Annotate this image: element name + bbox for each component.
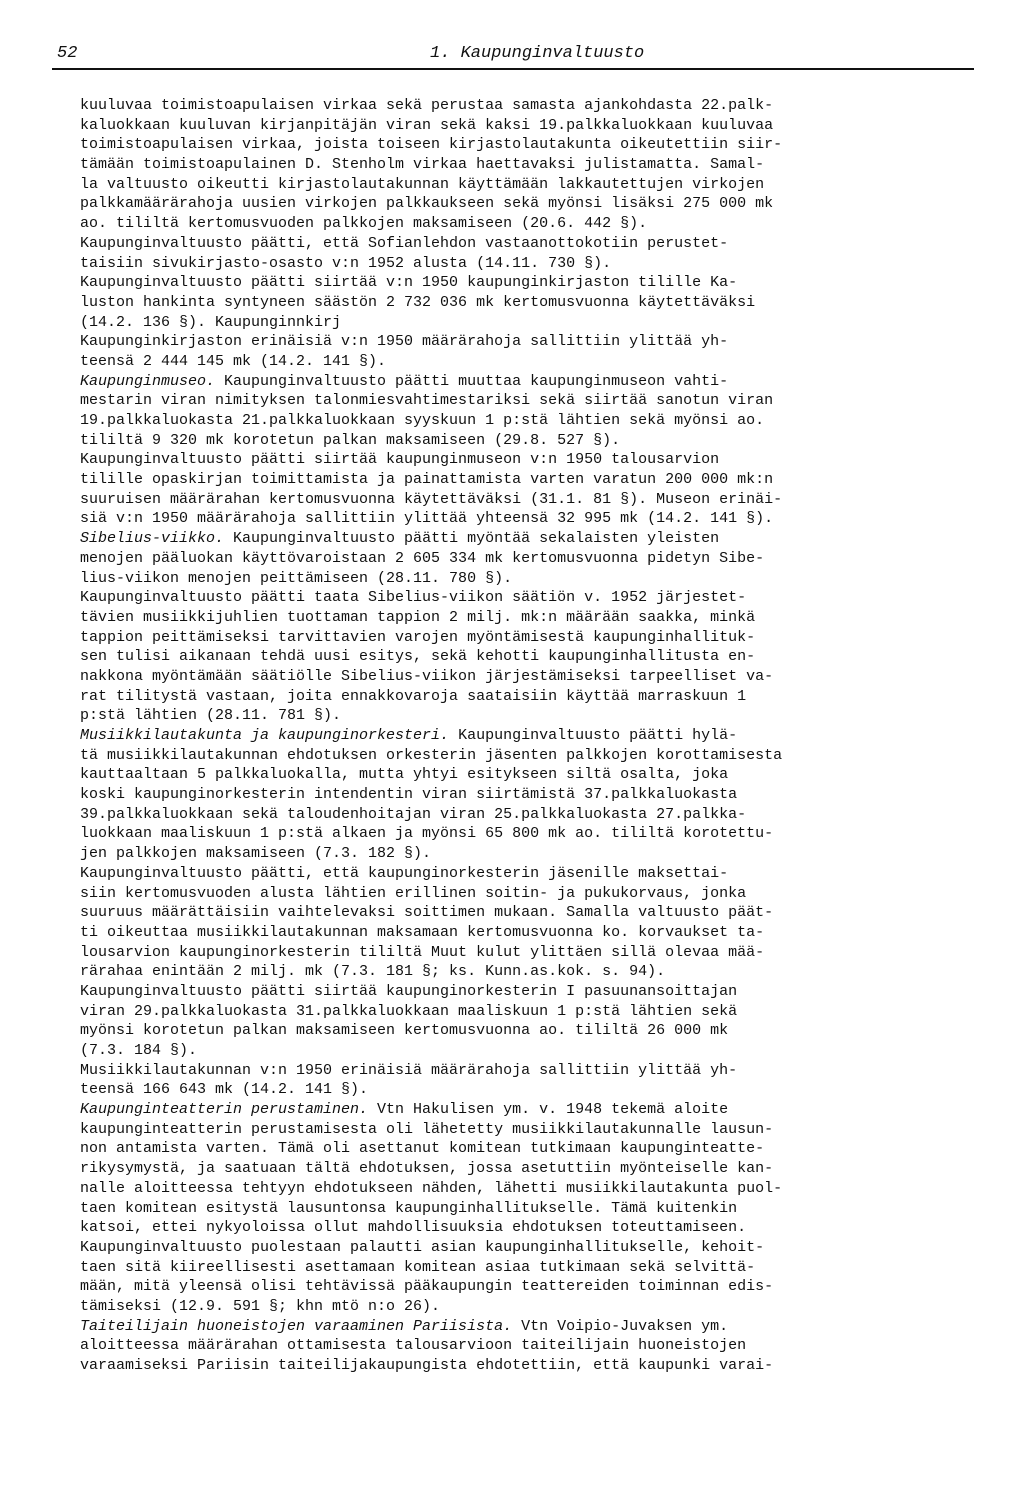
text-segment: Kaupunginkirjaston erinäisiä v:n 1950 määrärahoja sallittiin ylittää yh-	[80, 333, 729, 351]
text-segment: Kaupunginvaltuusto päätti, että Sofianlehdon vastaanottokotiin perustet-	[80, 234, 729, 252]
running-title: 1. Kaupunginvaltuusto	[430, 44, 645, 63]
text-segment: varaamiseksi Pariisin taiteilijakaupungista ehdotettiin, että kaupunki varai-	[80, 1357, 774, 1374]
text-line	[80, 1041, 930, 1061]
text-line	[80, 1002, 930, 1022]
text-segment: taen komitean esitystä lausuntonsa kaupunginhallitukselle. Tämä kuitenkin	[80, 1199, 738, 1217]
text-segment: luston hankinta syntyneen säästön 2 732 036 mk kertomusvuonna käytettäväksi	[80, 293, 756, 311]
text-segment: rat tilitystä vastaan, joita ennakkovaroja saataisiin käyttää marraskuun 1	[80, 687, 747, 705]
text-segment: ti oikeuttaa musiikkilautakunnan maksamaan kertomusvuonna ko. korvaukset ta-	[80, 923, 765, 941]
text-segment: p:stä lähtien (28.11. 781 §).	[80, 707, 342, 725]
text-segment: viran 29.palkkaluokasta 31.palkkaluokkaan maaliskuun 1 p:stä lähtien sekä	[80, 1002, 738, 1020]
page-header	[52, 40, 974, 70]
text-segment: ao. tililtä kertomusvuoden palkkojen maksamiseen (20.6. 442 §).	[80, 215, 648, 233]
section-heading: Kaupunginmuseo.	[80, 372, 216, 390]
text-segment: katsoi, ettei nykyoloissa ollut mahdollisuuksia ehdotuksen toteuttamiseen.	[80, 1219, 747, 1237]
section-heading: Taiteilijain huoneistojen varaaminen Pariisista.	[80, 1317, 513, 1335]
text-line	[80, 1139, 930, 1159]
header-rule	[52, 68, 974, 70]
text-line	[80, 1021, 930, 1041]
text-segment: toimistoapulaisen virkaa, joista toiseen kirjastolautakunta oikeutettiin siir-	[80, 136, 783, 154]
text-segment: jen palkkojen maksamiseen (7.3. 182 §).	[80, 845, 432, 863]
text-segment: siin kertomusvuoden alusta lähtien erillinen soitin- ja pukukorvaus, jonka	[80, 884, 747, 902]
text-line	[80, 135, 930, 155]
text-segment: Kaupunginvaltuusto päätti hylä-	[449, 727, 738, 744]
text-line	[80, 431, 930, 451]
text-line	[80, 155, 930, 175]
text-segment: Kaupunginvaltuusto päätti muuttaa kaupunginmuseon vahti-	[215, 372, 729, 390]
text-line	[80, 1179, 930, 1199]
text-segment: (7.3. 184 §).	[80, 1042, 198, 1059]
text-segment: kaluokkaan kuuluvan kirjanpitäjän viran sekä kaksi 19.palkkaluokkaan kuuluvaa	[80, 116, 774, 134]
text-line	[80, 1277, 930, 1297]
text-line	[80, 903, 930, 923]
text-segment: tä musiikkilautakunnan ehdotuksen orkesterin jäsenten palkkojen korottamisesta	[80, 746, 783, 764]
text-line	[80, 96, 930, 116]
text-segment: siä v:n 1950 määrärahoja sallittiin ylittää yhteensä 32 995 mk (14.2. 141 §).	[80, 510, 774, 528]
text-segment: koski kaupunginorkesterin intendentin viran siirtämistä 37.palkkaluokasta	[80, 786, 738, 804]
text-segment: tävien musiikkijuhlien tuottaman tappion 2 milj. mk:n määrään saakka, minkä	[80, 608, 756, 626]
text-segment: mestarin viran nimityksen talonmiesvahtimestariksi sekä siirtää sanotun viran	[80, 392, 774, 410]
text-segment: tilille opaskirjan toimittamista ja painattamista varten varatun 200 000 mk:n	[80, 471, 774, 489]
text-line	[80, 1080, 930, 1100]
text-segment: kaupunginteatterin perustamisesta oli lähetetty musiikkilautakunnalle lausun-	[80, 1120, 774, 1138]
text-line	[80, 411, 930, 431]
text-segment: lousarvion kaupunginorkesterin tililtä Muut kulut ylittäen sillä olevaa mää-	[80, 943, 765, 961]
text-line	[80, 687, 930, 707]
text-segment: (14.2. 136 §). Kaupunginnkirj	[80, 313, 342, 331]
text-line	[80, 549, 930, 569]
text-line	[80, 175, 930, 195]
text-segment: suuruisen määrärahan kertomusvuonna käytettäväksi (31.1. 81 §). Museon erinäi-	[80, 490, 783, 508]
text-segment: kuuluvaa toimistoapulaisen virkaa sekä perustaa samasta ajankohdasta 22.palk-	[80, 97, 774, 114]
text-line	[80, 982, 930, 1002]
text-segment: myönsi korotetun palkan maksamiseen kertomusvuonna ao. tililtä 26 000 mk	[80, 1022, 729, 1040]
text-segment: lius-viikon menojen peittämiseen (28.11. 780 §).	[80, 569, 513, 587]
text-line	[80, 844, 930, 864]
text-segment: palkkamäärärahoja uusien virkojen palkkaukseen sekä myönsi lisäksi 275 000 mk	[80, 195, 774, 213]
text-segment: tappion peittämiseksi tarvittavien varojen myöntämisestä kaupunginhallituk-	[80, 628, 756, 646]
text-line	[80, 706, 930, 726]
text-line	[80, 943, 930, 963]
text-line	[80, 785, 930, 805]
text-segment: Kaupunginvaltuusto päätti, että kaupunginorkesterin jäsenille maksettai-	[80, 864, 729, 882]
text-segment: rikysymystä, ja saatuaan tältä ehdotuksen, jossa asetuttiin myönteiselle kan-	[80, 1160, 774, 1178]
text-line	[80, 332, 930, 352]
text-line	[80, 569, 930, 589]
text-line	[80, 746, 930, 766]
text-segment: tililtä 9 320 mk korotetun palkan maksamiseen (29.8. 527 §).	[80, 431, 621, 449]
text-line	[80, 1159, 930, 1179]
text-line	[80, 352, 930, 372]
text-segment: tämiseksi (12.9. 591 §; khn mtö n:o 26).	[80, 1297, 441, 1315]
text-segment: suuruus määrättäisiin vaihtelevaksi soittimen mukaan. Samalla valtuusto päät-	[80, 904, 774, 922]
text-segment: 19.palkkaluokasta 21.palkkaluokkaan syyskuun 1 p:stä lähtien sekä myönsi ao.	[80, 412, 765, 429]
text-line	[80, 313, 930, 333]
text-segment: tämään toimistoapulainen D. Stenholm virkaa haettavaksi julistamatta. Samal-	[80, 156, 765, 174]
text-line	[80, 470, 930, 490]
text-segment: Vtn Hakulisen ym. v. 1948 tekemä aloite	[368, 1101, 729, 1119]
text-segment: Kaupunginvaltuusto päätti myöntää sekalaisten yleisten	[224, 530, 720, 548]
text-segment: rärahaa enintään 2 milj. mk (7.3. 181 §; ks. Kunn.as.kok. s. 94).	[80, 963, 666, 981]
text-segment: non antamista varten. Tämä oli asettanut komitean tutkimaan kaupunginteatte-	[80, 1140, 765, 1158]
text-line	[80, 273, 930, 293]
text-line	[80, 1061, 930, 1081]
text-segment: Kaupunginvaltuusto päätti siirtää kaupunginorkesterin I pasuunansoittajan	[80, 982, 738, 1000]
section-heading: Sibelius-viikko.	[80, 530, 225, 548]
text-segment: la valtuusto oikeutti kirjastolautakunnan käyttämään lakkautettujen virkojen	[80, 175, 765, 193]
text-line	[80, 923, 930, 943]
text-line	[80, 490, 930, 510]
text-line	[80, 391, 930, 411]
text-line	[80, 234, 930, 254]
text-line	[80, 628, 930, 648]
text-segment: 39.palkkaluokkaan sekä taloudenhoitajan viran 25.palkkaluokasta 27.palkka-	[80, 805, 747, 823]
text-segment: Kaupunginvaltuusto päätti taata Sibelius-viikon säätiön v. 1952 järjestet-	[80, 589, 747, 607]
text-segment: Musiikkilautakunnan v:n 1950 erinäisiä määrärahoja sallittiin ylittää yh-	[80, 1061, 738, 1079]
text-segment: menojen pääluokan käyttövaroistaan 2 605 334 mk kertomusvuonna pidetyn Sibe-	[80, 549, 765, 567]
text-line	[80, 116, 930, 136]
body-text	[80, 96, 930, 1376]
page-number: 52	[57, 44, 78, 63]
text-line	[80, 765, 930, 785]
text-line	[80, 1317, 930, 1337]
text-line	[80, 588, 930, 608]
text-segment: aloitteessa määrärahan ottamisesta talousarvioon taiteilijain huoneistojen	[80, 1337, 747, 1355]
text-line	[80, 824, 930, 844]
text-line	[80, 1336, 930, 1356]
text-line	[80, 884, 930, 904]
text-segment: sen tulisi aikanaan tehdä uusi esitys, sekä kehotti kaupunginhallitusta en-	[80, 648, 756, 666]
text-segment: kauttaaltaan 5 palkkaluokalla, mutta yhtyi esitykseen siltä osalta, joka	[80, 766, 729, 784]
text-segment: nakkona myöntämään säätiölle Sibelius-viikon järjestämiseksi tarpeelliset va-	[80, 667, 774, 685]
text-segment: mään, mitä yleensä olisi tehtävissä pääkaupungin teattereiden toiminnan edis-	[80, 1278, 774, 1296]
text-line	[80, 864, 930, 884]
text-line	[80, 293, 930, 313]
text-line	[80, 194, 930, 214]
text-line	[80, 372, 930, 392]
text-segment: teensä 2 444 145 mk (14.2. 141 §).	[80, 352, 387, 370]
text-line	[80, 214, 930, 234]
text-line	[80, 1238, 930, 1258]
section-heading: Kaupunginteatterin perustaminen.	[80, 1101, 369, 1119]
text-line	[80, 647, 930, 667]
text-segment: Kaupunginvaltuusto puolestaan palautti asian kaupunginhallitukselle, kehoit-	[80, 1238, 765, 1256]
text-segment: Kaupunginvaltuusto päätti siirtää kaupunginmuseon v:n 1950 talousarvion	[80, 451, 720, 469]
text-segment: nalle aloitteessa tehtyyn ehdotukseen nähden, lähetti musiikkilautakunta puol-	[80, 1179, 783, 1197]
text-line	[80, 1199, 930, 1219]
text-line	[80, 1218, 930, 1238]
text-line	[80, 1100, 930, 1120]
text-line	[80, 667, 930, 687]
text-line	[80, 962, 930, 982]
text-line	[80, 1258, 930, 1278]
text-line	[80, 608, 930, 628]
text-line	[80, 450, 930, 470]
text-line	[80, 1297, 930, 1317]
text-line	[80, 1356, 930, 1376]
text-segment: taisiin sivukirjasto-osasto v:n 1952 alusta (14.11. 730 §).	[80, 254, 612, 272]
text-line	[80, 529, 930, 549]
text-segment: taen sitä kiireellisesti asettamaan komitean asiaa tutkimaan sekä selvittä-	[80, 1258, 756, 1276]
text-segment: teensä 166 643 mk (14.2. 141 §).	[80, 1081, 369, 1099]
text-segment: Vtn Voipio-Juvaksen ym.	[512, 1317, 729, 1335]
text-line	[80, 509, 930, 529]
section-heading: Musiikkilautakunta ja kaupunginorkesteri.	[80, 727, 450, 744]
text-line	[80, 1120, 930, 1140]
text-line	[80, 254, 930, 274]
text-segment: luokkaan maaliskuun 1 p:stä alkaen ja myönsi 65 800 mk ao. tililtä korotettu-	[80, 825, 774, 843]
text-line	[80, 805, 930, 825]
text-line	[80, 726, 930, 746]
text-segment: Kaupunginvaltuusto päätti siirtää v:n 1950 kaupunginkirjaston tilille Ka-	[80, 274, 738, 292]
